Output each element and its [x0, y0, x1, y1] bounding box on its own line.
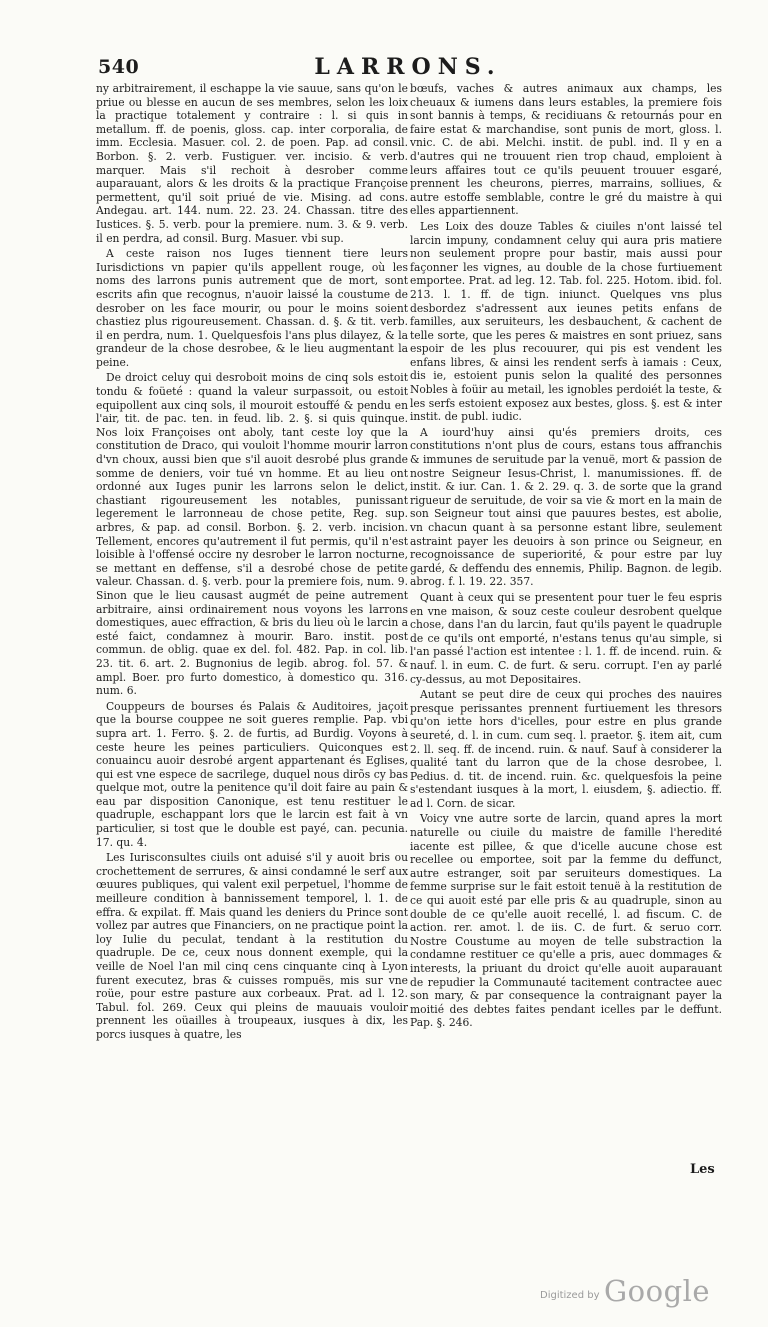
paragraph: A ceste raison nos Iuges tiennent tiere leurs Iurisdictions vn papier qu'ils appellent rouge, où les noms des larrons punis autrement que de mort, sont escrits afin que recognus, n'auoir laissé la coustume de desrober on les face mourir, ou pour le moins soient chastiez plus rigoureusement. Chassan. d. §. & tit. verb. il en perdra, num. 1. Quelquesfois l'ans plus dilayez, & la grandeur de la chose desrobee, & le lieu augmentant la peine.: [96, 247, 408, 369]
running-title: LARRONS.: [314, 54, 502, 80]
paragraph: A iourd'huy ainsi qu'és premiers droits, ces constitutions n'ont plus de cours, estans tous affranchis & immunes de seruitude par la venuë, mort & passion de nostre Seigneur Iesus-Christ, l. manumissiones. ff. de instit. & iur. Can. 1. & 2. 29. q. 3. de sorte que la grand rigueur de seruitude, de voir sa vie & mort en la main de son Seigneur tout ainsi que pauures bestes, est abolie, vn chacun quant à sa personne estant libre, seulement astraint payer les deuoirs à son prince ou Seigneur, en recognoissance de superiorité, & pour estre par luy gardé, & deffendu des ennemis, Philip. Bagnon. de legib. abrog. f. l. 19. 22. 357.: [410, 425, 722, 589]
paragraph: Quant à ceux qui se presentent pour tuer le feu espris en vne maison, & souz ceste couleur desrobent quelque chose, dans l'an du larcin, faut qu'ils payent le quadruple de ce qu'ils ont emporté, n'estans tenus qu'au simple, si l'an passé l'action est intentee : l. 1. ff. de incend. ruin. & nauf. l. in eum. C. de furt. & seru. corrupt. I'en ay parlé cy-dessus, au mot Depositaires.: [410, 590, 722, 686]
google-logo: Google: [604, 1274, 711, 1308]
paragraph: ny arbitrairement, il eschappe la vie sauue, sans qu'on le priue ou blesse en aucun de ses membres, selon les loix la practique totalement y contraire : l. si quis in metallum. ff. de poenis, gloss. cap. inter corporalia, de imm. Ecclesia. Masuer. col. 2. de poen. Pap. ad consil. Borbon. §. 2. verb. Fustiguer. ver. incisio. & verb. marquer. Mais s'il rechoit à desrober comme auparauant, alors & les droits & la practique Françoise permettent, qu'il soit priué de vie. Mising. ad cons. Andegau. art. 144. num. 22. 23. 24. Chassan. titre des Iustices. §. 5. verb. pour la premiere. num. 3. & 9. verb. il en perdra, ad consil. Burg. Masuer. vbi sup.: [96, 82, 408, 245]
digitized-watermark: [540, 1276, 740, 1306]
catchword: Les: [690, 1162, 715, 1177]
right-column: [410, 82, 722, 1032]
paragraph: Voicy vne autre sorte de larcin, quand apres la mort naturelle ou ciuile du maistre de famille l'heredité iacente est pillee, & que d'icelle aucune chose est recellee ou emportee, soit par la femme du deffunct, autre estranger, soit par seruiteurs domestiques. La femme surprise sur le fait estoit tenuë à la restitution de ce qui auoit esté par elle pris & au quadruple, sinon au double de ce qu'elle auoit recellé, l. ad fiscum. C. de action. rer. amot. l. de iis. C. de furt. & seruo corr. Nostre Coustume au moyen de telle substraction la condamne restituer ce qu'elle a pris, auec dommages & interests, la priuant du droict qu'elle auoit auparauant de repudier la Communauté tacitement contractee auec son mary, & par consequence la contraignant payer la moitié des debtes faites pendant icelles par le deffunt. Pap. §. 246.: [410, 812, 722, 1030]
paragraph: Les Iurisconsultes ciuils ont aduisé s'il y auoit bris ou crochettement de serrures, & ainsi condamné le serf aux œuures publiques, qui valent exil perpetuel, l'homme de meilleure condition à bannissement temporel, l. 1. de effra. & expilat. ff. Mais quand les deniers du Prince sont vollez par autres que Financiers, on ne practique point la loy Iulie du peculat, tendant à la restitution du quadruple. De ce, ceux nous donnent exemple, qui la veille de Noel l'an mil cinq cens cinquante cinq à Lyon furent executez, bras & cuisses rompuës, mis sur vne roüe, pour estre pasture aux corbeaux. Prat. ad l. 12. Tabul. fol. 269. Ceux qui pleins de mauuais vouloir prennent les oüailles à troupeaux, iusques à dix, les porcs iusques à quatre, les: [96, 851, 408, 1041]
paragraph: bœufs, vaches & autres animaux aux champs, les cheuaux & iumens dans leurs estables, la premiere fois sont bannis à temps, & recidiuans & retournás pour en faire estat & marchandise, sont punis de mort, gloss. l. vnic. C. de abi. Melchi. instit. de publ. ind. Il y en a d'autres qui ne trouuent rien trop chaud, emploient à leurs affaires tout ce qu'ils peuuent trouuer esgaré, prennent les cheurons, pierres, marrains, solliues, & autre estoffe semblable, contre le gré du maistre à qui elles appartiennent.: [410, 82, 722, 218]
paragraph: Autant se peut dire de ceux qui proches des nauires presque perissantes prennent furtiuement les thresors qu'on iette hors d'icelles, pour estre en plus grande seureté, d. l. in cum. cum seq. l. praetor. §. item ait, cum 2. ll. seq. ff. de incend. ruin. & nauf. Sauf à considerer la qualité tant du larron que de la chose desrobee, l. Pedius. d. tit. de incend. ruin. &c. quelquesfois la peine s'estendant iusques à la mort, l. eiusdem, §. adiectio. ff. ad l. Corn. de sicar.: [410, 688, 722, 810]
left-column: [96, 82, 408, 1044]
paragraph: Les Loix des douze Tables & ciuiles n'ont laissé tel larcin impuny, condamnent celuy qui aura pris matiere non seulement propre pour bastir, mais aussi pour façonner les vignes, au double de la chose furtiuement emportee. Prat. ad leg. 12. Tab. fol. 225. Hotom. ibid. fol. 213. l. 1. ff. de tign. iniunct. Quelques vns plus desbordez s'adressent aux ieunes petits enfans de familles, aux seruiteurs, les desbauchent, & cachent de telle sorte, que les peres & maistres en sont priuez, sans espoir de les plus recouurer, qui pis est vendent les enfans libres, & ainsi les rendent serfs à iamais : Ceux, dis ie, estoient punis selon la qualité des personnes Nobles à foüir au metail, les ignobles perdoiét la teste, & les serfs estoient exposez aux bestes, gloss. §. est & inter instit. de publ. iudic.: [410, 219, 722, 424]
watermark-prefix: Digitized by: [540, 1290, 600, 1301]
paragraph: Couppeurs de bourses és Palais & Auditoires, jaçoit que la bourse couppee ne soit gueres remplie. Pap. vbi supra art. 1. Ferro. §. 2. de furtis, ad Burdig. Voyons à ceste heure les peines particuliers. Quiconques est conuaincu auoir desrobé argent appartenant és Eglises, qui est vne espece de sacrilege, duquel nous dirõs cy bas quelque mot, outre la penitence qu'il doit faire au pain & eau par disposition Canonique, est tenu restituer le quadruple, eschappant lors que le larcin est fait à vn particulier, si tost que le double est payé, can. pecunia. 17. qu. 4.: [96, 699, 408, 849]
page-number: 540: [98, 56, 140, 78]
paragraph: De droict celuy qui desroboit moins de cinq sols estoit tondu & foüeté : quand la valeur surpassoit, ou estoit equipollent aux cinq sols, il mouroit estouffé & pendu en l'air, tit. de pac. ten. in feud. lib. 2. §. si quis quinque. Nos loix Françoises ont aboly, tant ceste loy que la constitution de Draco, qui vouloit l'homme mourir larron d'vn choux, aussi bien que s'il auoit desrobé plus grande somme de deniers, voir tué vn homme. Et au lieu ont ordonné aux Iuges punir les larrons selon le delict, chastiant rigoureusement les notables, punissant legerement le larronneau de chose petite, Reg. sup. arbres, & pap. ad consil. Borbon. §. 2. verb. incision. Tellement, encores qu'autrement il fut permis, qu'il n'est loisible à l'offensé occire ny desrober le larron nocturne, se mettant en deffense, s'il a desrobé chose de petite valeur. Chassan. d. §. verb. pour la premiere fois, num. 9. Sinon que le lieu causast augmét de peine autrement arbitraire, ainsi ordinairement nous voyons les larrons domestiques, auec effraction, & bris du lieu où le larcin a esté faict, condamnez à mourir. Baro. instit. post commun. de oblig. quae ex del. fol. 482. Pap. in col. lib. 23. tit. 6. art. 2. Bugnonius de legib. abrog. fol. 57. & ampl. Boer. pro furto domestico, à domestico qu. 316. num. 6.: [96, 371, 408, 698]
page-header: [98, 56, 718, 84]
